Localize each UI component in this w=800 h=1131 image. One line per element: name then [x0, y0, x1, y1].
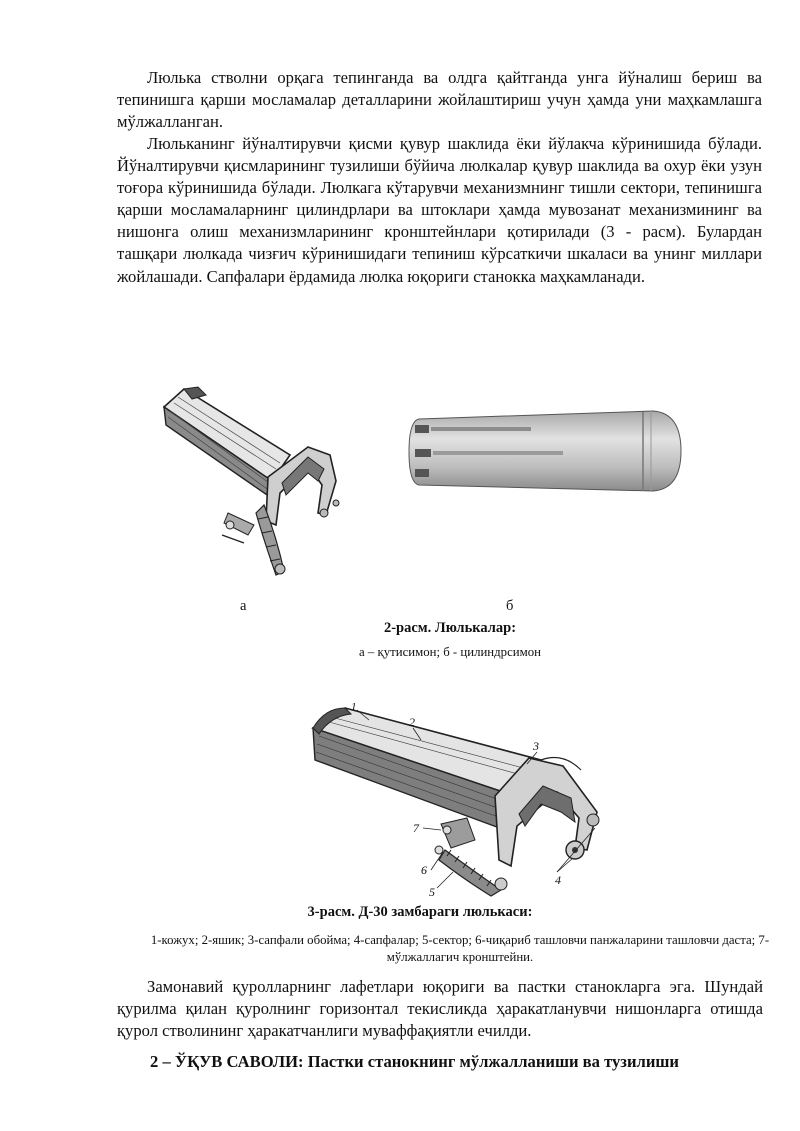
callout-6: 6: [421, 863, 427, 877]
figure-d30-cradle: [305, 700, 615, 900]
figure-2-subcaption: а – қутисимон; б - цилиндрсимон: [359, 645, 541, 659]
figure-label-b: б: [506, 598, 514, 614]
callout-7: 7: [413, 821, 419, 835]
paragraph-cradle-structure: Люльканинг йўналтирувчи қисми қувур шаклида ёки йўлакча кўринишида бўлади. Йўналтирувчи қисмларининг тузилиши бўйича люлкалар қувур шаклида ва охур ёки узун тоғора кўринишида бўлади. Люлкага кўтарувчи механизмнинг тишли сектори, тепинишга қарши мосламаларнинг цилиндрлари ва штоклари ҳамда мувозанат механизмининг ва нишонга олиш механизмларининг кронштейнлари қотирилади (3 - расм). Булардан ташқари люлкада чизғич кўринишидаги тепиниш кўрсаткичи шкаласи ва унинг миллари жойлашади. Сапфалари ёрдамида люлка юқориги станокка маҳкамланади.: [117, 134, 762, 286]
paragraph-cradle-purpose: Люлька стволни орқага тепинганда ва олдга қайтганда унга йўналиш бериш ва тепинишга қарши мосламалар деталларини жойлаштириш учун ҳамда уни маҳкамлашга мўлжалланган.: [117, 68, 762, 132]
figure-label-a: а: [240, 598, 247, 614]
section-heading: 2 – ЎҚУВ САВОЛИ: Пастки станокнинг мўлжалланиши ва тузилиши: [150, 1052, 679, 1071]
callout-1: 1: [351, 701, 357, 713]
figure-3-subcaption: 1-кожух; 2-яшик; 3-сапфали обойма; 4-сапфалар; 5-сектор; 6-чиқариб ташловчи панжаларини ташловчи даста; 7-мўлжаллагич кронштейни.: [150, 933, 770, 964]
callout-3: 3: [533, 739, 539, 753]
callout-2: 2: [409, 715, 415, 729]
paragraph-modern-carriages: Замонавий қуролларнинг лафетлари юқориги ва пастки станокларга эга. Шундай қурилма қилан қуролнинг горизонтал текисликда ҳаракатланувчи нишонларга отишда қурол стволининг ҳаракатчанлиги муваффақиятли ечилди.: [117, 977, 763, 1041]
figure-2-caption: 2-расм. Люлькалар:: [383, 620, 517, 636]
callout-5: 5: [429, 885, 435, 899]
figure-box-cradle: [158, 385, 358, 585]
figure-3-caption: 3-расм. Д-30 замбараги люлькаси:: [307, 904, 533, 920]
figure-cylindrical-cradle: [405, 405, 685, 495]
callout-4: 4: [555, 873, 561, 887]
